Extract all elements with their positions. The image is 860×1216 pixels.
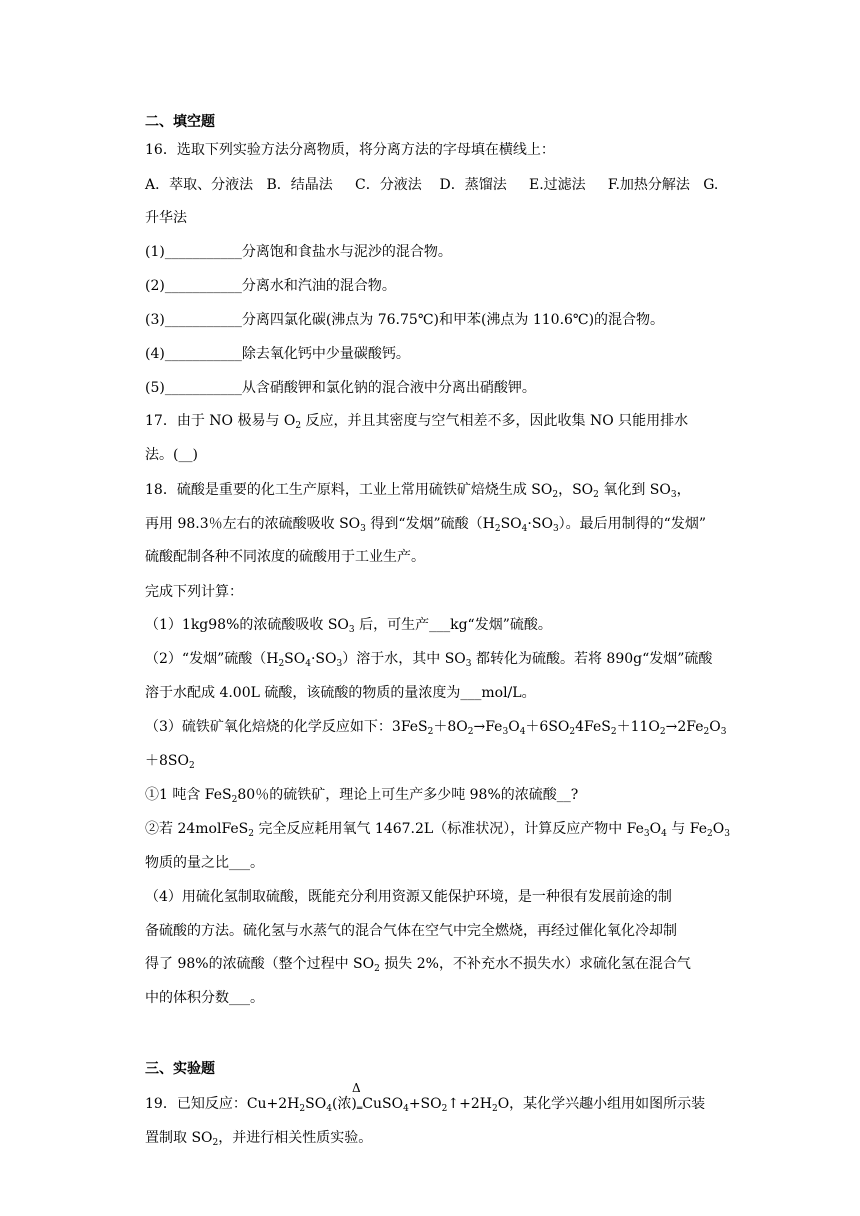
- q17-sub: 2: [295, 421, 302, 431]
- q17-text-c: 反应，并且其密度与空气相差不多，因此收集 NO 只能用排水: [301, 413, 689, 429]
- subscript: 2: [703, 727, 710, 737]
- text-segment: CuSO: [362, 1096, 404, 1112]
- q19-line1: [145, 1094, 705, 1114]
- text-segment: O，某化学兴趣小组用如图所示装: [497, 1096, 706, 1112]
- subscript: 2: [299, 1104, 306, 1114]
- subscript: 4: [403, 1104, 409, 1114]
- text-segment: 4FeS: [575, 719, 611, 735]
- text-segment: →Fe: [473, 719, 503, 735]
- text-segment: SO: [305, 1096, 327, 1112]
- subscript: 4: [661, 829, 667, 839]
- q18-part3-line2: [145, 751, 195, 771]
- subscript: 3: [502, 727, 509, 737]
- text-segment: ＋8SO: [145, 753, 189, 769]
- subscript: 2: [248, 829, 255, 839]
- text-segment: 损失 2%，不补充水不损失水）求硫化氢在混合气: [379, 956, 691, 972]
- text-segment: （2）“发烟”硫酸（H: [145, 651, 279, 667]
- subscript: 3: [720, 727, 727, 737]
- delta-heat-symbol: Δ: [352, 1081, 361, 1095]
- subscript: 2: [212, 1138, 219, 1148]
- q17-line1: [145, 411, 688, 431]
- subscript: 3: [552, 524, 559, 534]
- subscript: 2: [494, 524, 501, 534]
- q18-part3-sub2-line1: [145, 819, 730, 839]
- text-segment: ＋8O: [433, 719, 468, 735]
- subscript: 3: [360, 524, 366, 534]
- subscript: 4: [305, 659, 311, 669]
- subscript: 3: [724, 829, 730, 839]
- q18-part3-sub1: [145, 785, 578, 805]
- subscript: 3: [465, 659, 472, 669]
- text-segment: ①1 吨含 FeS: [145, 787, 232, 803]
- subscript: 4: [326, 1104, 332, 1114]
- q18-part4-line4: 中的体积分数___。: [145, 990, 264, 1006]
- q18-part2-line2: 溶于水配成 4.00L 硫酸，该硫酸的物质的量浓度为___mol/L。: [145, 685, 536, 701]
- text-segment: ·SO: [310, 651, 337, 667]
- subscript: 2: [231, 795, 238, 805]
- subscript: 3: [336, 659, 343, 669]
- text-segment: 得到“发烟”硫酸（H: [365, 516, 495, 532]
- text-segment: O: [712, 821, 725, 837]
- text-segment: SO: [500, 516, 522, 532]
- subscript: 2: [188, 761, 195, 771]
- text-segment: O: [508, 719, 520, 735]
- text-segment: ②若 24molFeS: [145, 821, 249, 837]
- q18-part1: [145, 615, 552, 635]
- section-title-fill-blank: 二、填空题: [145, 114, 215, 130]
- q16-options-line1: A．萃取、分液法 B．结晶法 C．分液法 D．蒸馏法 E.过滤法 F.加热分解法 G.: [145, 177, 719, 193]
- text-segment: 再用 98.3％左右的浓硫酸吸收 SO: [145, 516, 361, 532]
- text-segment: ，并进行相关性质实验。: [218, 1130, 373, 1146]
- subscript: 2: [706, 829, 713, 839]
- subscript: 3: [670, 490, 677, 500]
- text-segment: (浓): [331, 1096, 357, 1112]
- text-segment: （3）硫铁矿氧化焙烧的化学反应如下：3FeS: [145, 719, 428, 735]
- text-segment: 与 Fe: [666, 821, 707, 837]
- q16-options-line2: 升华法: [145, 210, 187, 226]
- text-segment: ＋11O: [616, 719, 660, 735]
- subscript: 2: [569, 727, 576, 737]
- text-segment: 19．已知反应：Cu+2H: [145, 1096, 300, 1112]
- q16-item-5: (5)___________从含硝酸钾和氯化钠的混合液中分离出硝酸钾。: [145, 380, 536, 396]
- subscript: 2: [659, 727, 666, 737]
- text-segment: O: [709, 719, 721, 735]
- text-segment: 都转化为硫酸。若将 890g“发烟”硫酸: [471, 651, 713, 667]
- text-segment: ）。最后用制得的“发烟”: [558, 516, 706, 532]
- q16-item-2: (2)___________分离水和汽油的混合物。: [145, 278, 396, 294]
- text-segment: 氧化到 SO: [598, 482, 671, 498]
- subscript: 4: [521, 524, 528, 534]
- text-segment: ↑+2H: [447, 1096, 492, 1112]
- subscript: 2: [610, 727, 617, 737]
- subscript: ═: [356, 1104, 363, 1114]
- q18-part4-line3: [145, 954, 691, 974]
- subscript: 2: [278, 659, 285, 669]
- q18-part3-sub2-line2: 物质的量之比___。: [145, 855, 264, 871]
- text-segment: 18．硫酸是重要的化工生产原料，工业上常用硫铁矿焙烧生成 SO: [145, 482, 553, 498]
- text-segment: 完全反应耗用氧气 1467.2L（标准状况），计算反应产物中 Fe: [254, 821, 644, 837]
- q16-stem: 16．选取下列实验方法分离物质，将分离方法的字母填在横线上：: [145, 142, 555, 158]
- q17-line2: 法。(__): [145, 447, 198, 463]
- q18-part4-line2: 备硫酸的方法。硫化氢与水蒸气的混合气体在空气中完全燃烧，再经过催化氧化冷却制: [145, 923, 677, 939]
- q19-line2: [145, 1128, 372, 1148]
- q18-line2: [145, 514, 706, 534]
- q18-line4: 完成下列计算：: [145, 584, 243, 600]
- subscript: 2: [467, 727, 474, 737]
- subscript: 2: [552, 490, 559, 500]
- q16-item-4: (4)___________除去氧化钙中少量碳酸钙。: [145, 346, 410, 362]
- q18-line3: 硫酸配制各种不同浓度的硫酸用于工业生产。: [145, 549, 425, 565]
- text-segment: （1）1kg98%的浓硫酸吸收 SO: [145, 617, 349, 633]
- text-segment: ＋6SO: [525, 719, 570, 735]
- text-segment: SO: [284, 651, 306, 667]
- text-segment: +SO: [408, 1096, 442, 1112]
- text-segment: 80％的硫铁矿，理论上可生产多少吨 98%的浓硫酸__?: [237, 787, 579, 803]
- text-segment: O: [649, 821, 662, 837]
- q16-item-1: (1)___________分离饱和食盐水与泥沙的混合物。: [145, 244, 452, 260]
- subscript: 3: [643, 829, 650, 839]
- section-title-experiment: 三、实验题: [145, 1061, 215, 1077]
- subscript: 4: [519, 727, 526, 737]
- text-segment: →2Fe: [665, 719, 704, 735]
- q18-part2-line1: [145, 649, 712, 669]
- q18-line1: [145, 480, 691, 500]
- subscript: 2: [491, 1104, 498, 1114]
- subscript: 3: [348, 625, 355, 635]
- text-segment: 置制取 SO: [145, 1130, 213, 1146]
- q16-item-3: (3)___________分离四氯化碳(沸点为 76.75℃)和甲苯(沸点为 110.6℃)的混合物。: [145, 312, 665, 328]
- text-segment: ）溶于水，其中 SO: [342, 651, 466, 667]
- text-segment: 得了 98%的浓硫酸（整个过程中 SO: [145, 956, 375, 972]
- subscript: 2: [593, 490, 599, 500]
- q17-text-a: 17．由于 NO 极易与 O: [145, 413, 296, 429]
- text-segment: ，SO: [558, 482, 594, 498]
- subscript: 2: [374, 964, 380, 974]
- text-segment: 后，可生产___kg“发烟”硫酸。: [354, 617, 552, 633]
- subscript: 2: [441, 1104, 448, 1114]
- q18-part4-line1: （4）用硫化氢制取硫酸，既能充分利用资源又能保护环境，是一种很有发展前途的制: [145, 889, 672, 905]
- q18-part3-line1: [145, 717, 726, 737]
- subscript: 2: [427, 727, 434, 737]
- text-segment: ·SO: [527, 516, 553, 532]
- text-segment: ，: [676, 482, 691, 498]
